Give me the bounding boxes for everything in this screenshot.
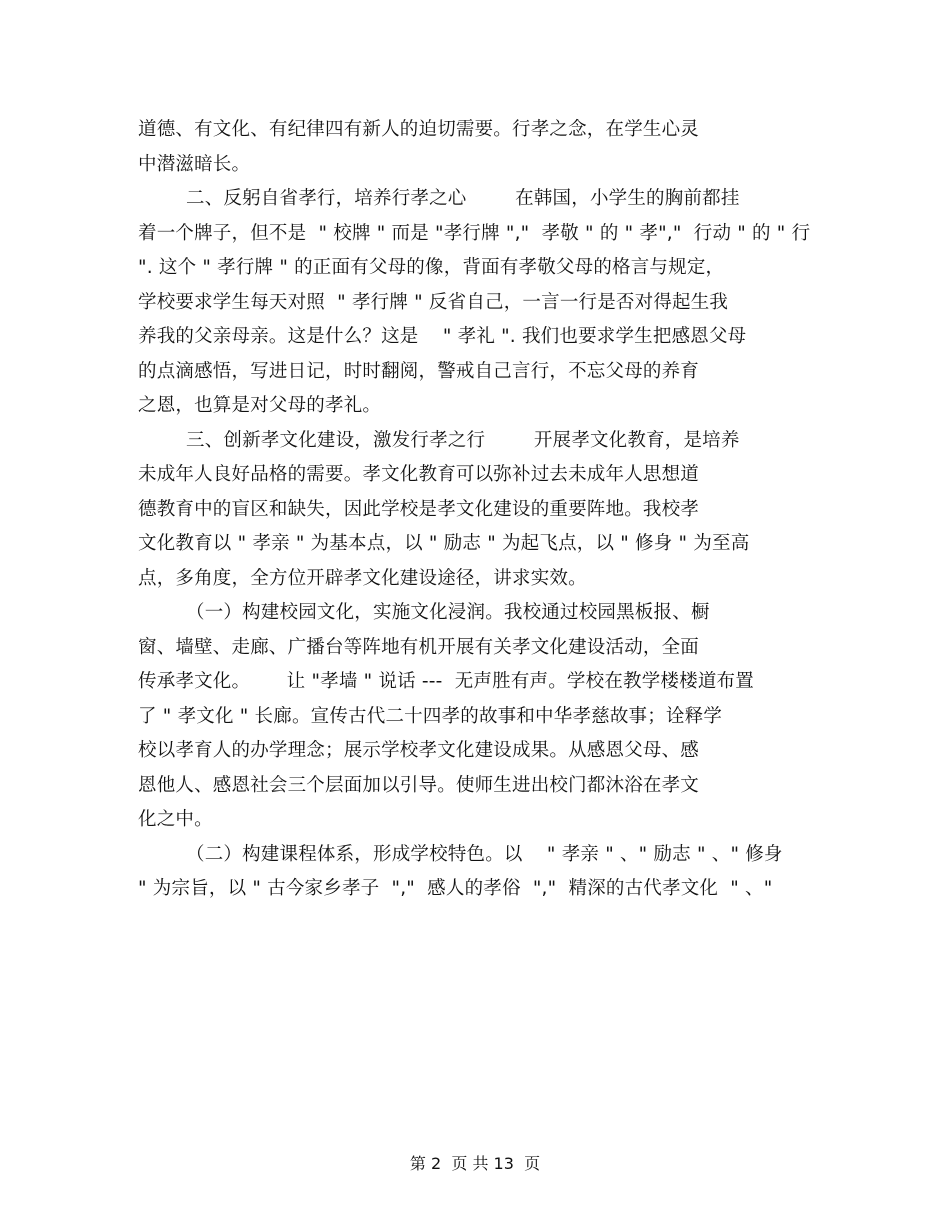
text-line: 未成年人良好品格的需要。孝文化教育可以弥补过去未成年人思想道 xyxy=(138,464,700,485)
section-heading-line: 二、反躬自省孝行，培养行孝之心 在韩国，小学生的胸前都挂 xyxy=(186,188,740,209)
text-line: 之恩，也算是对父母的孝礼。 xyxy=(138,395,382,416)
text-line: 中潜滋暗长。 xyxy=(138,153,251,175)
text-line: 的点滴感悟，写进日记，时时翻阅，警戒自己言行，不忘父母的养育 xyxy=(138,360,700,382)
text-line: 恩他人、感恩社会三个层面加以引导。使师生进出校门都沐浴在孝文 xyxy=(138,774,700,796)
text-line: " 为宗旨，以 " 古今家乡孝子 "," 感人的孝俗 "," 精深的古代孝文化 " 、" xyxy=(138,878,773,899)
text-line: ". 这个 " 孝行牌 " 的正面有父母的像，背面有孝敬父母的格言与规定， xyxy=(138,257,725,278)
text-line: 化之中。 xyxy=(138,809,213,830)
text-line: 校以孝育人的办学理念；展示学校孝文化建设成果。从感恩父母、感 xyxy=(138,740,700,761)
text-line: 道德、有文化、有纪律四有新人的迫切需要。行孝之念，在学生心灵 xyxy=(138,119,700,140)
text-line: 点，多角度，全方位开辟孝文化建设途径，讲求实效。 xyxy=(138,567,587,589)
text-line: 传承孝文化。 让 "孝墙 " 说话 --- 无声胜有声。学校在教学楼楼道布置 xyxy=(138,671,754,692)
text-line: 着一个牌子，但不是 " 校牌 " 而是 "孝行牌 "," 孝敬 " 的 " 孝"," 行动 " 的 " 行 xyxy=(138,222,811,244)
text-line: 学校要求学生每天对照 " 孝行牌 " 反省自己，一言一行是否对得起生我 xyxy=(138,291,729,313)
text-line: 文化教育以 " 孝亲 " 为基本点，以 " 励志 " 为起飞点，以 " 修身 " 为至高 xyxy=(138,533,750,554)
text-line: 养我的父亲母亲。这是什么？这是 " 孝礼 ". 我们也要求学生把感恩父母 xyxy=(138,326,747,347)
text-line: 了 " 孝文化 " 长廊。宣传古代二十四孝的故事和中华孝慈故事；诠释学 xyxy=(138,705,723,727)
subsection-heading-line: （一）构建校园文化，实施文化浸润。我校通过校园黑板报、橱 xyxy=(186,602,710,623)
section-heading-line: 三、创新孝文化建设，激发行孝之行 开展孝文化教育，是培养 xyxy=(186,429,740,451)
text-line: 德教育中的盲区和缺失，因此学校是孝文化建设的重要阵地。我校孝 xyxy=(138,498,700,520)
text-line: 窗、墙壁、走廊、广播台等阵地有机开展有关孝文化建设活动，全面 xyxy=(138,636,700,658)
subsection-heading-line: （二）构建课程体系，形成学校特色。以 " 孝亲 " 、" 励志 " 、" 修身 xyxy=(186,843,783,865)
page-number-footer: 第 2 页 共 13 页 xyxy=(409,1154,541,1173)
document-body xyxy=(138,113,818,907)
